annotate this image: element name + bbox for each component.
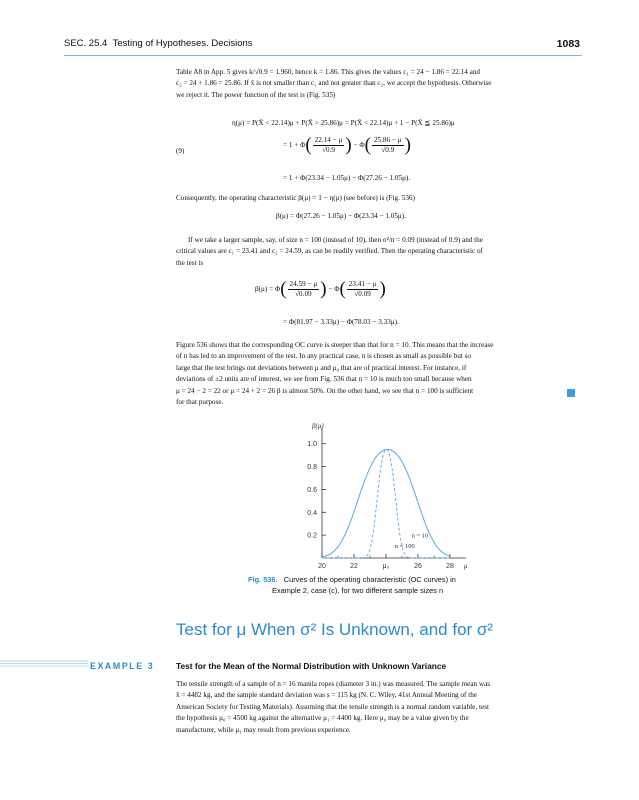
- oc-sentence: Consequently, the operating characteristic β(μ) = 1 − η(μ) (see before) is (Fig. 536): [176, 194, 415, 202]
- y-tick-label: 0.4: [307, 509, 317, 517]
- beta-equation-line-2: = Φ(81.97 − 3.33μ) − Φ(78.03 − 3.33μ).: [283, 318, 399, 326]
- text-line: deviations of ±2 units are of interest, we see from Fig. 536 that n = 10 is much too small because when: [176, 375, 472, 384]
- text-line: c₂ = 24 + 1.86 = 25.86. If x̄ is not smaller than c₁ and not greater than c₂, we accept the hypothesis. Otherwise: [176, 79, 492, 88]
- x-tick-label: 22: [350, 563, 358, 570]
- text-line: If we take a larger sample, say, of size n = 100 (instead of 10), then σ²/n = 0.09 (instead of 0.9) and the: [188, 236, 483, 244]
- example-body: [176, 679, 582, 736]
- beta-equation-line-1: β(μ) = Φ( $\frac{24.59 - \mu}{√0.09}$ ) − Φ( $\frac{23.41 - \mu}{√0.09}$ ): [255, 278, 386, 300]
- section-number: SEC. 25.4: [64, 38, 108, 49]
- chart-series: [322, 449, 450, 558]
- header-rule: [64, 55, 582, 56]
- text-line: American Society for Testing Materials). Assuming that the tensile strength is a normal random variable, test: [176, 702, 489, 711]
- x-tick-label: 28: [446, 563, 454, 570]
- annotation-n10: n = 10: [411, 532, 429, 540]
- text-line: The tensile strength of a sample of n = 16 manila ropes (diameter 3 in.) was measured. The sample mean was: [176, 680, 491, 688]
- y-axis-label: β(μ): [312, 422, 324, 430]
- text-line: μ = 24 − 2 = 22 or μ = 24 + 2 = 26 β is almost 50%. On the other hand, we see that n = 100 is sufficient: [176, 386, 474, 395]
- section-heading: Test for μ When σ² Is Unknown, and for σ²: [176, 620, 494, 639]
- y-tick-label: 0.8: [307, 464, 317, 472]
- example-title: Test for the Mean of the Normal Distribution with Unknown Variance: [176, 661, 447, 671]
- oc-curves-chart: [290, 420, 480, 580]
- running-header: [64, 38, 253, 49]
- page-number: 1083: [556, 38, 580, 50]
- eq-minus: − Φ: [353, 141, 365, 150]
- text-line: of n has led to an improvement of the test. In any practical case, n is chosen as small as possible but so: [176, 352, 472, 361]
- text-line: we reject it. The power function of the test is (Fig. 535): [176, 90, 336, 99]
- section-title: Testing of Hypotheses. Decisions: [112, 38, 253, 49]
- figure-caption: [248, 574, 578, 596]
- x-tick-label: 20: [318, 563, 326, 570]
- annotation-n100: n = 100: [394, 543, 415, 550]
- fraction-1: $\frac{22.14 - \mu}{√0.9}$: [314, 136, 343, 154]
- x-tick-label: μ₀: [382, 563, 390, 570]
- text-line: the hypothesis μ₀ = 4500 kg against the alternative μ₁ = 4400 kg. Here μ₀ may be a value given by the: [176, 714, 469, 723]
- text-line: x̄ = 4482 kg, and the sample standard deviation was s = 115 kg (N. C. Wiley, 41st Annual Meeting of the: [176, 691, 477, 700]
- x-axis-label: μ: [464, 562, 468, 570]
- paragraph-2: [176, 235, 582, 269]
- x-tick-label: 26: [414, 563, 422, 570]
- y-tick-label: 0.6: [307, 486, 317, 494]
- eq-lead: = 1 + Φ: [283, 141, 306, 150]
- equation-9-line-1: η(μ) = P(X̄ < 22.14)μ + P(X̄ > 25.86)μ = P(X̄ < 22.14)μ + 1 − P(X̄ ≦ 25.86)μ: [232, 119, 455, 127]
- end-of-example-square-icon: [567, 389, 575, 397]
- paragraph-3: [176, 340, 582, 408]
- example-label: EXAMPLE 3: [90, 661, 155, 671]
- text-line: for that purpose.: [176, 398, 224, 407]
- intro-paragraph: [176, 67, 582, 101]
- text-line: Table A8 in App. 5 gives k/√0.9 = 1.960, hence k = 1.86. This gives the values c₁ = 24 − 1.86 = 22.14 and: [176, 68, 480, 76]
- eq-minus: − Φ: [328, 285, 340, 294]
- chart-labels: [307, 422, 468, 570]
- equation-9-line-2: = 1 + Φ( $\frac{22.14 - \mu}{√0.9}$ ) − Φ( $\frac{25.86 - \mu}{√0.9}$ ): [283, 134, 411, 156]
- eq-lead: β(μ) = Φ: [255, 285, 281, 294]
- text-line: Figure 536 shows that the corresponding OC curve is steeper than that for n = 10. This means that the increase: [176, 341, 494, 349]
- oc-equation: β(μ) = Φ(27.26 − 1.05μ) − Φ(23.34 − 1.05μ).: [276, 212, 406, 220]
- text-line: the test is: [176, 258, 204, 267]
- fraction-2: $\frac{25.86 - \mu}{√0.9}$: [373, 136, 402, 154]
- y-tick-label: 1.0: [307, 441, 317, 449]
- caption-line-1: Curves of the operating characteristic (OC curves) in: [283, 575, 456, 584]
- equation-9-line-3: = 1 + Φ(23.34 − 1.05μ) − Φ(27.26 − 1.05μ).: [283, 174, 411, 182]
- text-line: manufacturer, while μ₁ may result from previous experience.: [176, 725, 351, 734]
- text-line: critical values are c₁ = 23.41 and c₂ = 24.59, as can be readily verified. Then the operating characteristic of: [176, 247, 483, 256]
- caption-label: Fig. 536.: [248, 575, 278, 584]
- y-tick-label: 0.2: [307, 532, 317, 540]
- caption-line-2: Example 2, case (c), for two different sample sizes n: [272, 586, 444, 595]
- fraction-4: $\frac{23.41 - \mu}{√0.09}$: [348, 280, 377, 298]
- fraction-3: $\frac{24.59 - \mu}{√0.09}$: [289, 280, 318, 298]
- text-line: large that the test brings out deviations between μ and μ₀ that are of practical interest. For instance, if: [176, 363, 467, 372]
- series-n10-curve: [322, 449, 450, 556]
- equation-number: (9): [176, 147, 185, 155]
